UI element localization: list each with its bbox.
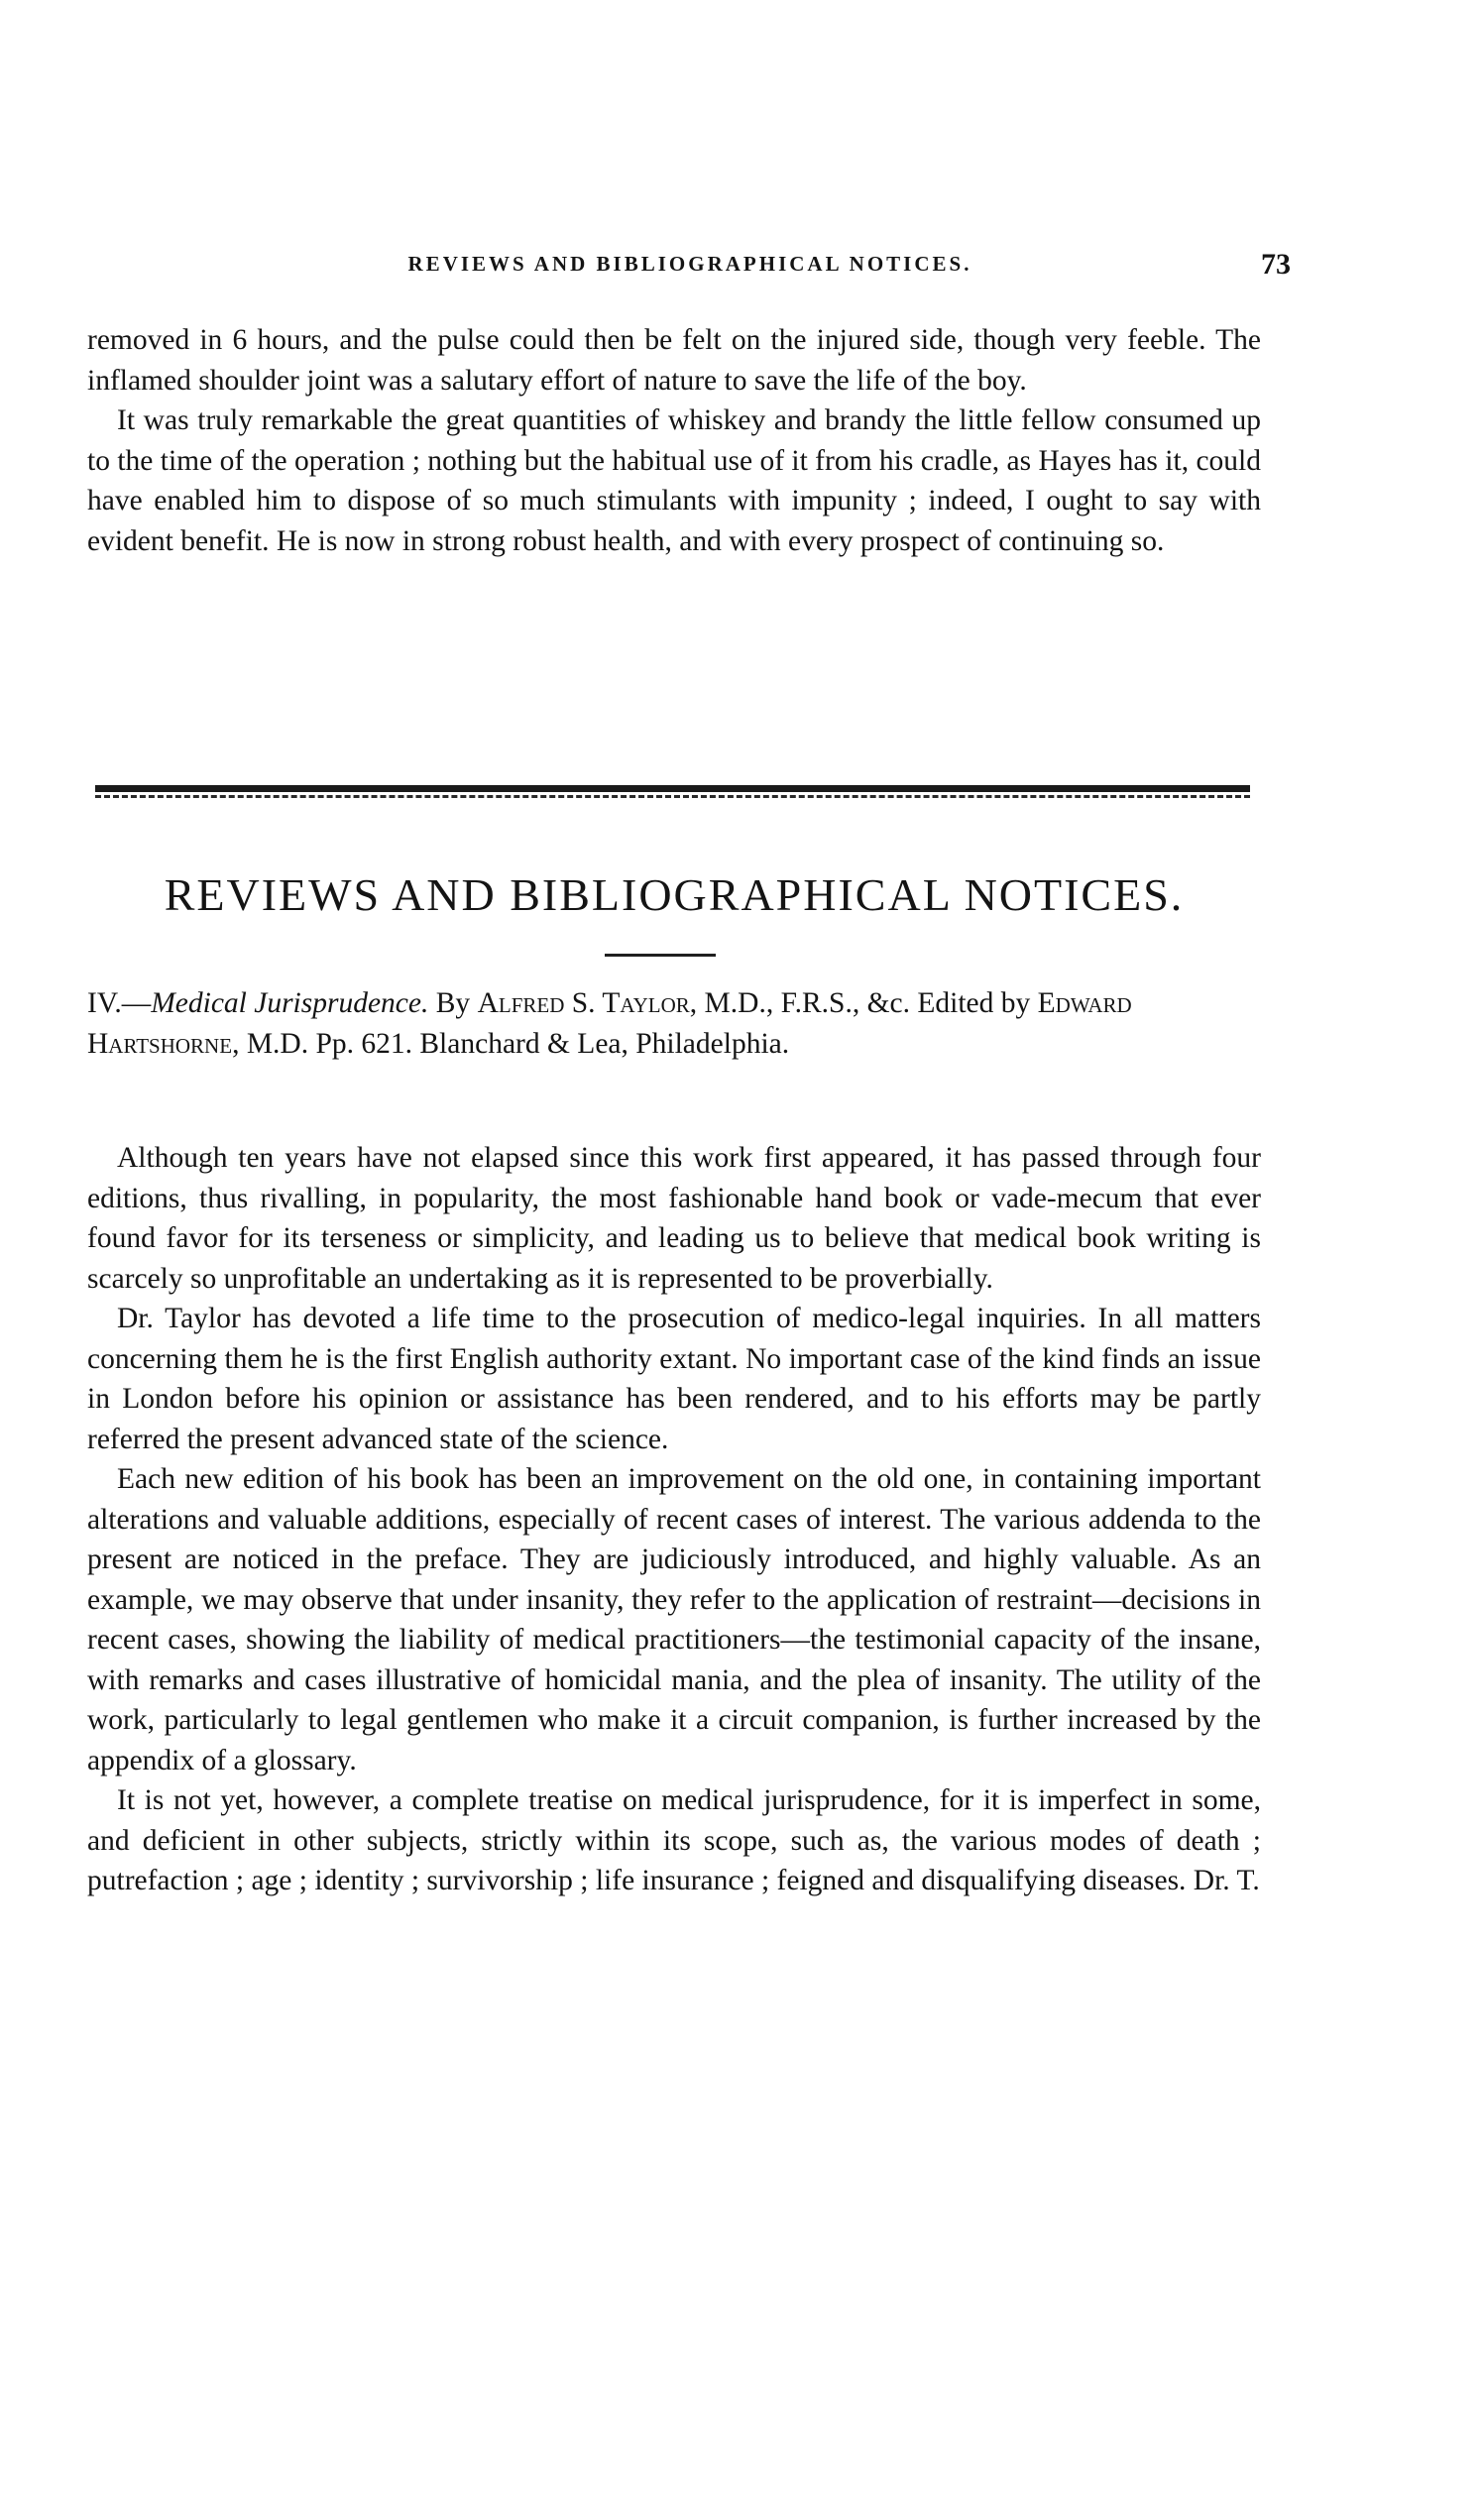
work-title: Medical Jurisprudence. [151, 987, 429, 1019]
running-head-title: REVIEWS AND BIBLIOGRAPHICAL NOTICES. [407, 252, 972, 276]
edited-by-label: Edited by [910, 987, 1038, 1019]
review-body [87, 1138, 1261, 1901]
section-heading: REVIEWS AND BIBLIOGRAPHICAL NOTICES. [164, 869, 1185, 920]
review-number: IV.— [87, 987, 152, 1019]
author-degrees: , M.D., F.R.S., &c. [689, 987, 910, 1019]
paragraph: removed in 6 hours, and the pulse could then be felt on the injured side, though very feeble. The inflamed shoulder joint was a salutary effort of nature to save the life of the boy. [87, 324, 1261, 397]
paragraph: Each new edition of his book has been an improvement on the old one, in containing important alterations and valuable additions, especially of recent cases of interest. The various addenda to the present are noticed in the preface. They are judiciously introduced, and highly valuable. As an example, we may observe that under insanity, they refer to the application of restraint—decisions in recent cases, showing the liability of medical practitioners—the testimonial capacity of the insane, with remarks and cases illustrative of homicidal mania, and the plea of insanity. The utility of the work, particularly to legal gentlemen who make it a circuit companion, is further increased by the appendix of a glossary. [87, 1463, 1261, 1776]
paragraph: Although ten years have not elapsed since this work first appeared, it has passed through four editions, thus rivalling, in popularity, the most fashionable hand book or vade-mecum that ever found favor for its terseness or simplicity, and leading us to believe that medical book writing is scarcely so unprofitable an undertaking as it is represented to be proverbially. [87, 1142, 1261, 1295]
running-head [89, 248, 1291, 286]
paragraph: Dr. Taylor has devoted a life time to the prosecution of medico-legal inquiries. In all matters concerning them he is the first English authority extant. No important case of the kind finds an issue in London before his opinion or assistance has been rendered, and to his efforts may be partly referred the present advanced state of the science. [87, 1303, 1261, 1455]
thick-rule [95, 785, 1250, 792]
citation-text [87, 983, 1261, 1064]
dashed-rule [95, 795, 1250, 798]
book-citation [87, 983, 1261, 1064]
author-name: Alfred S. Taylor [477, 987, 690, 1019]
case-report-continuation [87, 320, 1261, 561]
paragraph: It is not yet, however, a complete treatise on medical jurisprudence, for it is imperfect in some, and deficient in other subjects, strictly within its scope, such as, the various modes of death ; putrefaction ; age ; identity ; survivorship ; life insurance ; feigned and disqualifying diseases. Dr. T. [87, 1784, 1261, 1896]
paragraph: It was truly remarkable the great quantities of whiskey and brandy the little fellow consumed up to the time of the operation ; nothing but the habitual use of it from his cradle, as Hayes has it, could have enabled him to dispose of so much stimulants with impunity ; indeed, I ought to say with evident benefit. He is now in strong robust health, and with every prospect of continuing so. [87, 404, 1261, 557]
section-divider [95, 785, 1250, 798]
short-rule [605, 954, 716, 957]
publisher-info: , M.D. Pp. 621. Blanchard & Lea, Philadelphia. [232, 1027, 790, 1060]
page-number: 73 [1261, 248, 1291, 281]
by-label: By [428, 987, 478, 1019]
editor-name: Edward Hartshorne [87, 987, 1132, 1060]
